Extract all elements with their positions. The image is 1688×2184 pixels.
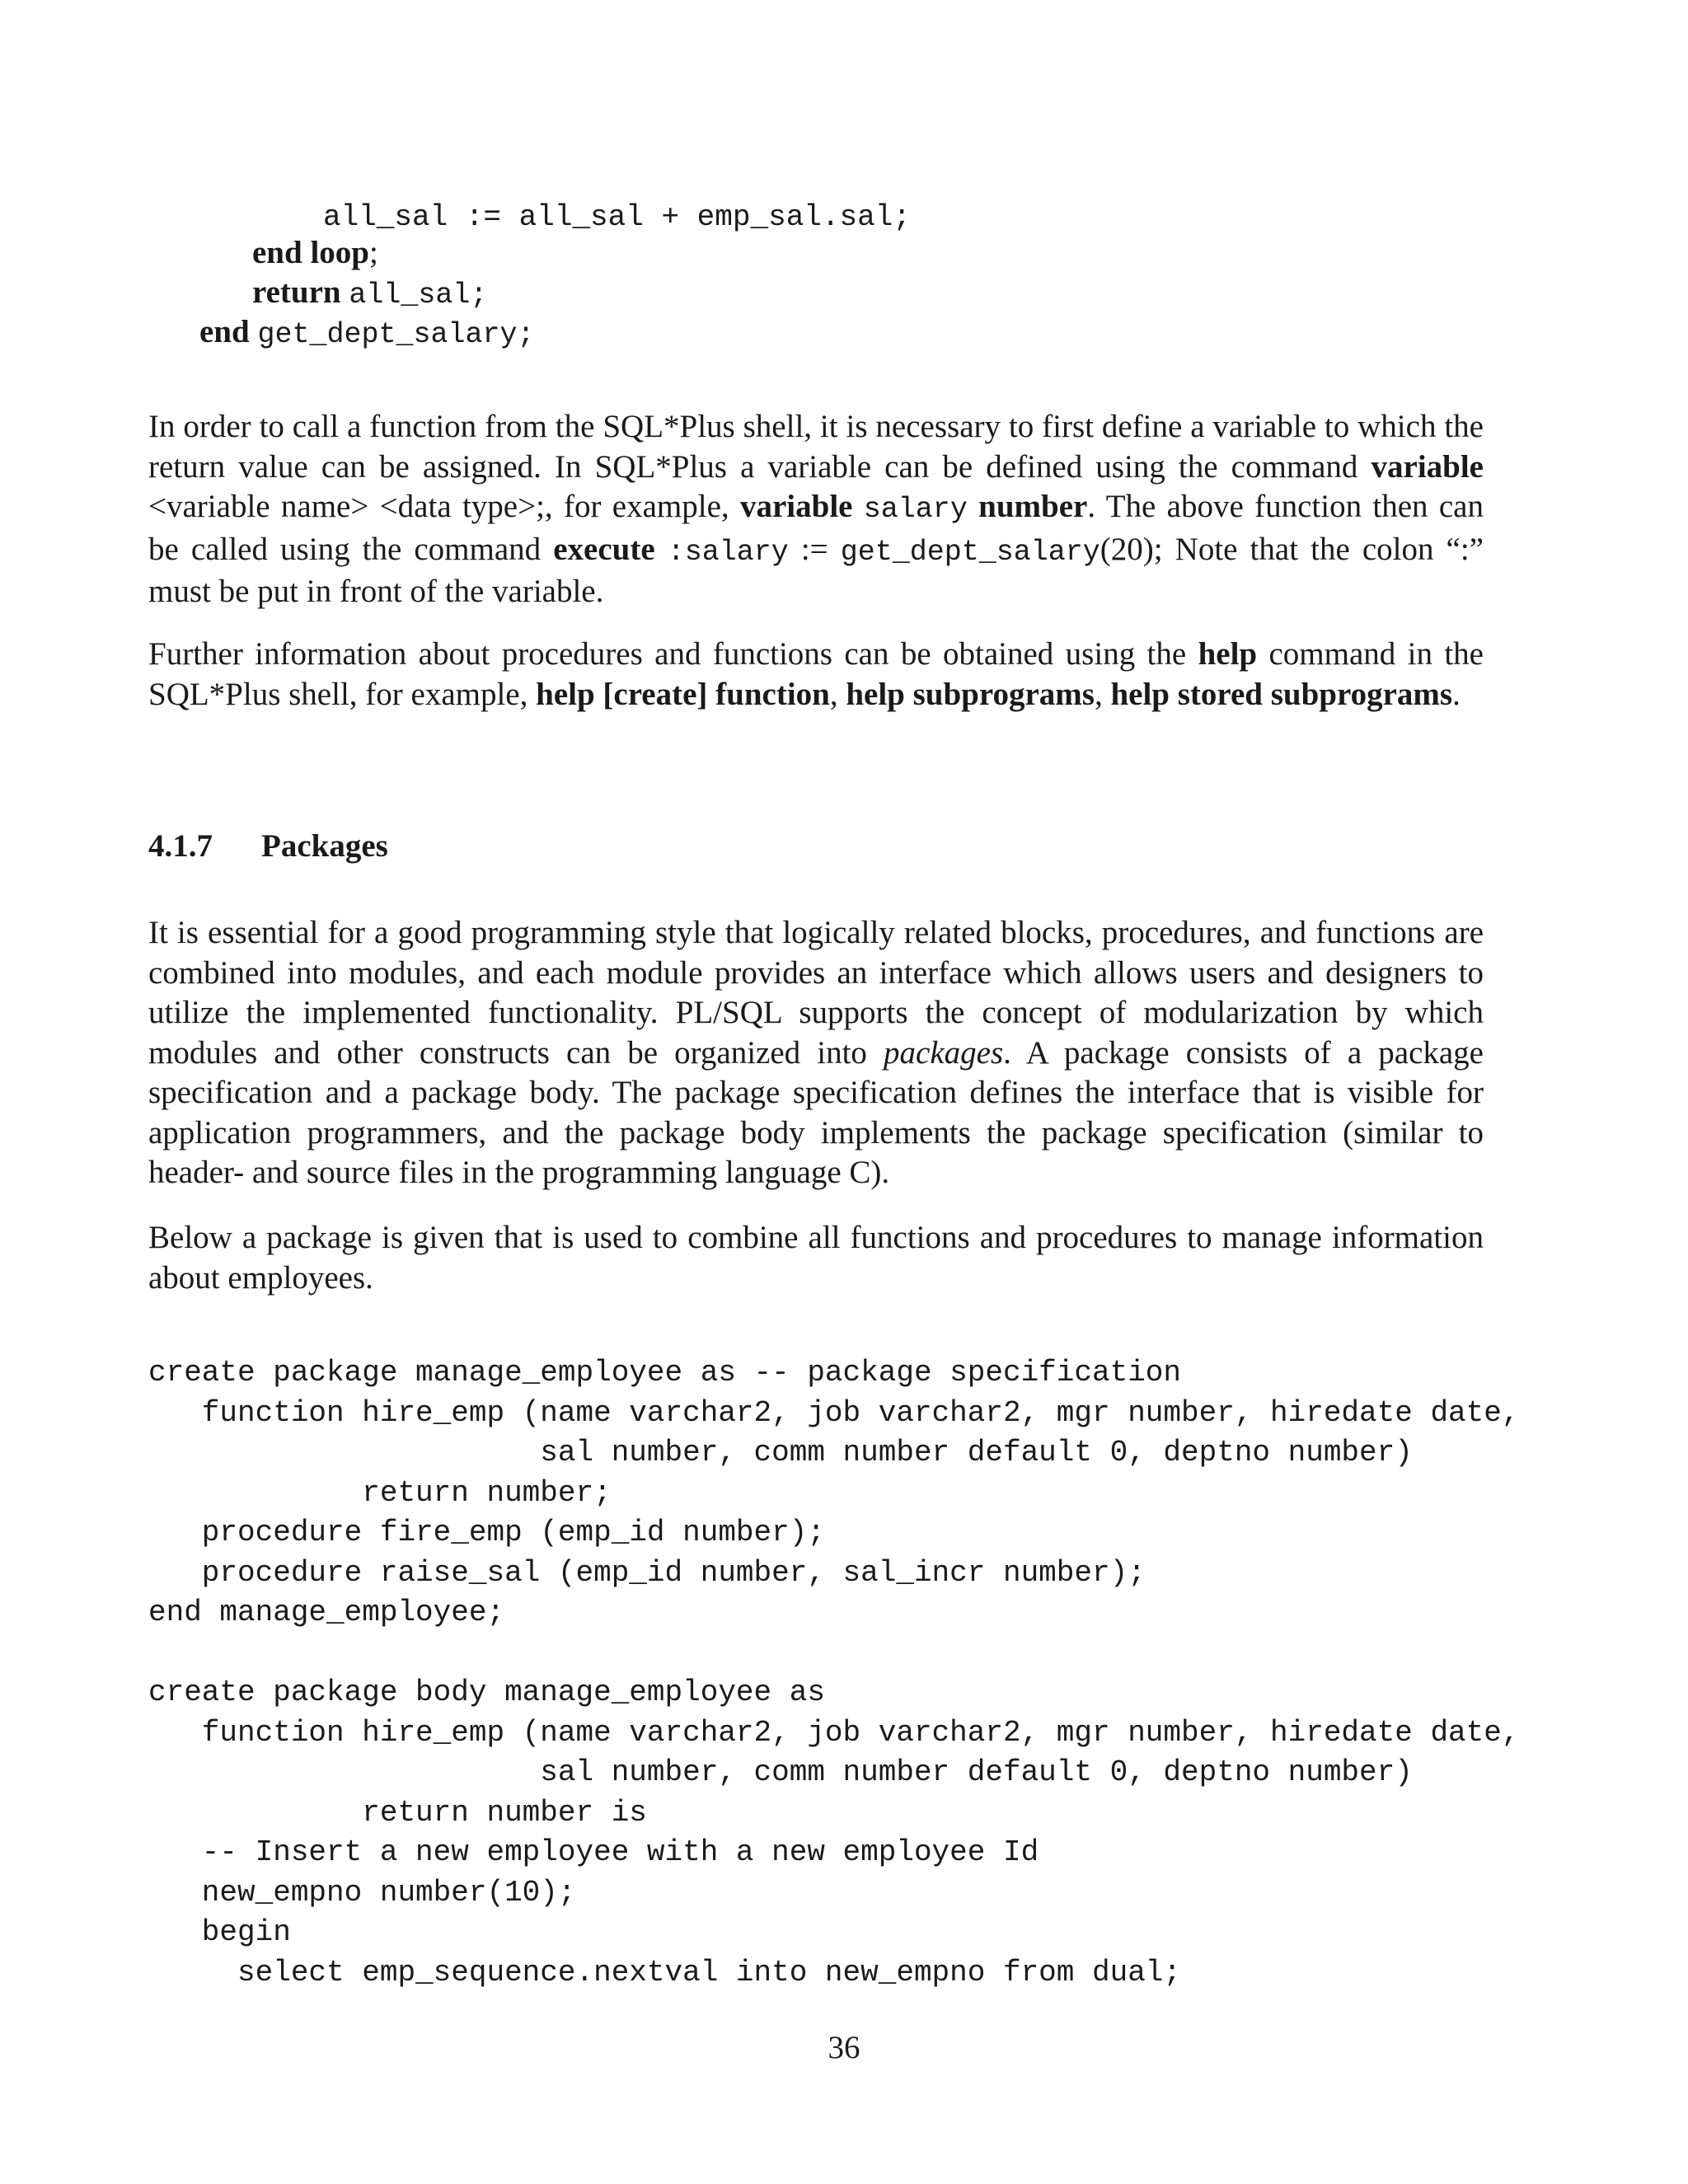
bold-text: help stored subprograms (1110, 676, 1453, 712)
text: . The above function then can be called using the command (148, 489, 1484, 567)
italic-text: packages (884, 1034, 1004, 1071)
bold-text: help subprograms (846, 676, 1095, 712)
text: . A package consists of a package specification and a package body. The package specification defines the interface that is visible for application programmers, and the package body implements the package specification (similar to header- and source files in the programming language C). (148, 1034, 1484, 1190)
paragraph-package-example-intro (148, 1218, 1484, 1298)
bold-text: variable (739, 489, 853, 524)
bold-text: execute (553, 531, 655, 567)
code-line (148, 1633, 1519, 1674)
paragraph-call-function (148, 407, 1484, 612)
code-text: get_dept_salary (840, 535, 1100, 569)
text: <variable name> <data type>;, for example, (148, 489, 740, 524)
text (655, 532, 668, 567)
text: := (788, 531, 841, 567)
text: , (1094, 676, 1111, 712)
text: Below a package is given that is used to combine all functions and procedures to manage information about employees. (148, 1220, 1484, 1296)
code-line: all_sal := all_sal + emp_sal.sal; (323, 200, 911, 234)
page-number: 36 (828, 2030, 860, 2065)
section-heading (148, 827, 388, 865)
text (852, 489, 863, 524)
bold-text: help [create] function (536, 676, 830, 712)
text: (20); Note that the colon “:” must be put in front of the variable. (148, 531, 1484, 609)
code-line: sal number, comm number default 0, deptno number) (148, 1436, 1413, 1469)
code-line (252, 234, 378, 271)
text: . (1452, 676, 1461, 712)
code-line: -- Insert a new employee with a new employee Id (148, 1835, 1039, 1869)
text: Further information about procedures and functions can be obtained using the (148, 636, 1198, 672)
code-text: get_dept_salary; (257, 318, 535, 351)
text: It is essential for a good programming style that logically related blocks, procedures, and functions are combined into modules, and each module provides an interface which allows users and designers to utilize the implemented functionality. PL/SQL supports the concept of modularization by which modules and other constructs can be organized into (148, 915, 1484, 1071)
code-keyword: return (252, 274, 341, 310)
text: , (829, 676, 846, 712)
code-keyword: end (199, 314, 250, 349)
paragraph-help (148, 635, 1484, 715)
code-line (199, 313, 535, 351)
code-line: begin (148, 1915, 291, 1949)
bold-text: number (978, 489, 1088, 524)
code-line: function hire_emp (name varchar2, job varchar2, mgr number, hiredate date, (148, 1395, 1520, 1430)
code-line: sal number, comm number default 0, deptno number) (148, 1755, 1413, 1789)
code-block-package (148, 1353, 1519, 1993)
text: command in the SQL*Plus shell, for example, (148, 636, 1484, 712)
bold-text: help (1198, 636, 1258, 672)
section-number: 4.1.7 (148, 828, 213, 864)
code-line: procedure fire_emp (emp_id number); (148, 1516, 825, 1549)
code-line: new_empno number(10); (148, 1875, 576, 1910)
code-line: return number; (148, 1475, 612, 1510)
code-line: end manage_employee; (148, 1596, 505, 1629)
paragraph-packages-intro (148, 913, 1484, 1193)
code-line: select emp_sequence.nextval into new_empno from dual; (148, 1955, 1182, 1990)
text (968, 489, 978, 524)
code-line: create package body manage_employee as (148, 1675, 825, 1709)
code-text: salary (863, 493, 968, 526)
code-line: function hire_emp (name varchar2, job varchar2, mgr number, hiredate date, (148, 1715, 1520, 1750)
text: In order to call a function from the SQL*Plus shell, it is necessary to first define a variable to which the return value can be assigned. In SQL*Plus a variable can be defined using the command (148, 409, 1484, 485)
code-keyword: end loop (252, 235, 369, 270)
code-line: return number is (148, 1795, 647, 1830)
code-line: create package manage_employee as -- package specification (148, 1356, 1182, 1390)
code-text: :salary (667, 535, 789, 569)
code-text: all_sal; (349, 279, 488, 312)
code-punctuation: ; (368, 235, 378, 270)
code-line (252, 274, 487, 312)
bold-text: variable (1371, 448, 1484, 485)
section-title: Packages (261, 828, 388, 864)
code-line: procedure raise_sal (emp_id number, sal_incr number); (148, 1555, 1146, 1590)
